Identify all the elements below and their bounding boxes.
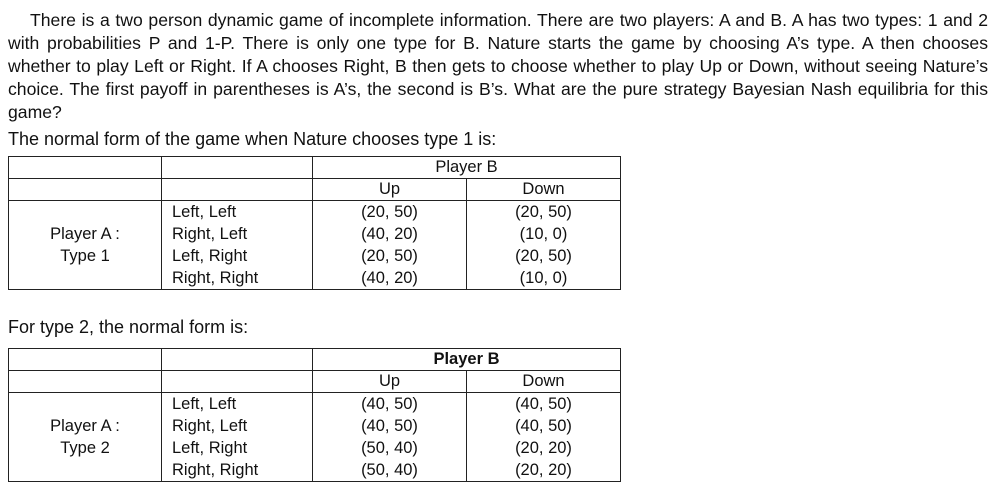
- up-payoffs: [313, 393, 467, 482]
- strategy-item: Left, Left: [172, 395, 237, 413]
- payoff-cell: (20, 20): [515, 461, 572, 479]
- column-up: Up: [313, 371, 467, 393]
- row-player-label: Player A : Type 1: [9, 201, 162, 290]
- payoff-cell: (20, 50): [361, 247, 418, 265]
- payoff-cell: (40, 50): [361, 417, 418, 435]
- down-payoffs: [467, 393, 621, 482]
- strategy-item: Right, Left: [172, 417, 248, 435]
- strategy-item: Right, Right: [172, 269, 259, 287]
- strategy-item: Left, Right: [172, 247, 248, 265]
- up-payoffs: [313, 201, 467, 290]
- payoff-cell: (20, 50): [515, 203, 572, 221]
- type2-intro: For type 2, the normal form is:: [8, 317, 249, 337]
- question-paragraph: [8, 9, 988, 124]
- player-b-header: Player B: [313, 157, 621, 179]
- normal-form-table-type2: [8, 348, 621, 482]
- strategy-item: Left, Right: [172, 439, 248, 457]
- payoff-cell: (20, 50): [515, 247, 572, 265]
- column-down: Down: [467, 371, 621, 393]
- payoff-cell: (40, 50): [361, 395, 418, 413]
- strategy-list: [162, 201, 313, 290]
- row-player-label: Player A : Type 2: [9, 393, 162, 482]
- strategy-item: Right, Left: [172, 225, 248, 243]
- payoff-cell: (20, 50): [361, 203, 418, 221]
- down-payoffs: [467, 201, 621, 290]
- payoff-cell: (10, 0): [519, 269, 568, 287]
- strategy-list: [162, 393, 313, 482]
- payoff-cell: (40, 50): [515, 417, 572, 435]
- strategy-item: Right, Right: [172, 461, 259, 479]
- payoff-cell: (10, 0): [519, 225, 568, 243]
- strategy-item: Left, Left: [172, 203, 237, 221]
- payoff-cell: (40, 50): [515, 395, 572, 413]
- question-text: There is a two person dynamic game of incomplete information. There are two players: A and B. A has two types: 1 and 2 with probabilities P and 1-P. There is only one type for B. Nature starts the game by choosing A’s type. A then chooses whether to play Left or Right. If A chooses Right, B then gets to choose whether to play Up or Down, without seeing Nature’s choice. The first payoff in parentheses is A’s, the second is B’s. What are the pure strategy Bayesian Nash equilibria for this game?: [8, 10, 988, 122]
- payoff-cell: (20, 20): [515, 439, 572, 457]
- column-down: Down: [467, 179, 621, 201]
- payoff-cell: (50, 40): [361, 461, 418, 479]
- type1-intro: The normal form of the game when Nature chooses type 1 is:: [8, 129, 497, 149]
- payoff-cell: (40, 20): [361, 225, 418, 243]
- column-up: Up: [313, 179, 467, 201]
- payoff-cell: (50, 40): [361, 439, 418, 457]
- player-b-header: Player B: [313, 349, 621, 371]
- payoff-cell: (40, 20): [361, 269, 418, 287]
- normal-form-table-type1: [8, 156, 621, 290]
